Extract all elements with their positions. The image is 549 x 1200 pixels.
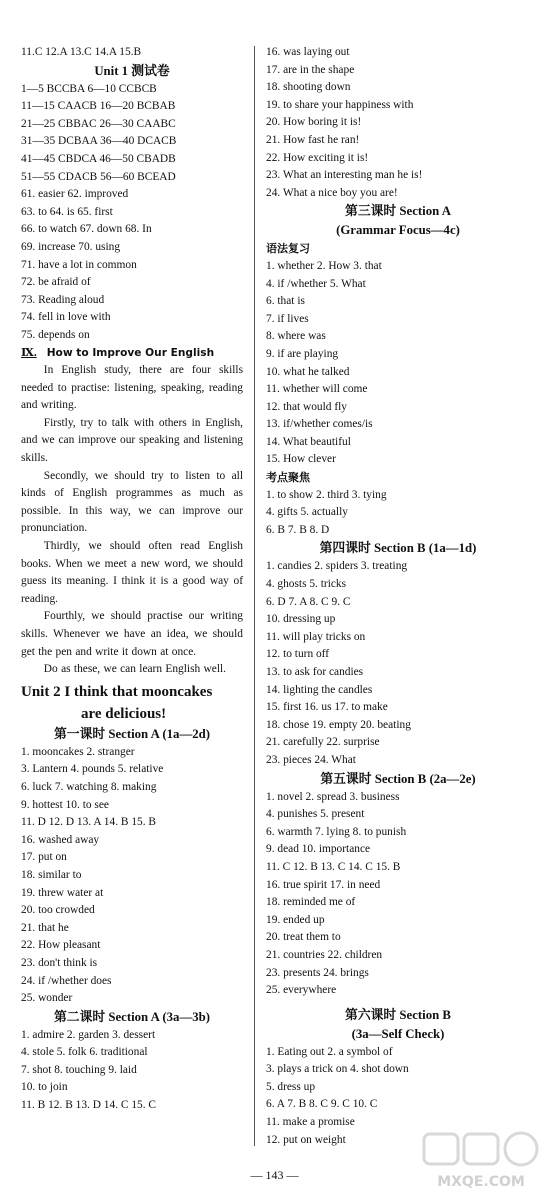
answer-line: 4. ghosts 5. tricks (266, 578, 347, 591)
continued-answers (266, 44, 530, 202)
answer-line: 1. novel 2. spread 3. business (266, 790, 400, 803)
right-column (266, 44, 530, 1149)
answer-line: 21. countries 22. children (266, 948, 383, 961)
lesson6-subtitle: (3a—Self Check) (351, 1026, 445, 1041)
answer-line: 4. if /whether 5. What (266, 277, 366, 290)
answer-line: 25. everywhere (266, 984, 337, 997)
answer-line: 14. What beautiful (266, 435, 351, 448)
answer-line: 20. treat them to (266, 931, 341, 944)
answer-line: 1. admire 2. garden 3. dessert (21, 1028, 156, 1041)
lesson3-subtitle: (Grammar Focus—4c) (336, 223, 460, 238)
lesson4-answers (266, 558, 530, 769)
answer-line: 1. mooncakes 2. stranger (21, 745, 135, 758)
answer-line: 13. if/whether comes/is (266, 418, 373, 431)
answer-line: 51—55 CDACB 56—60 BCEAD (21, 170, 176, 183)
essay-paragraph: Firstly, try to talk with others in English, and we can improve our speaking and listening skills. (21, 416, 243, 465)
answer-line: 16. was laying out (266, 46, 350, 58)
answer-line: 3. plays a trick on 4. shot down (266, 1063, 409, 1076)
answer-line: 11. will play tricks on (266, 630, 366, 643)
answer-line: 12. to turn off (266, 648, 330, 661)
answer-line: 18. shooting down (266, 81, 351, 94)
answer-line: 14. lighting the candles (266, 683, 373, 696)
answer-line: 4. gifts 5. actually (266, 506, 348, 519)
answer-line: 75. depends on (21, 328, 90, 341)
answer-line: 66. to watch 67. down 68. In (21, 223, 152, 236)
answer-line: 5. dress up (266, 1080, 316, 1093)
answer-line: 18. chose 19. empty 20. beating (266, 718, 411, 731)
answer-line: 41—45 CBDCA 46—50 CBADB (21, 152, 176, 165)
answer-line: 19. to share your happiness with (266, 98, 414, 111)
answer-line: 10. to join (21, 1081, 68, 1094)
watermark-logo (418, 1128, 544, 1192)
page-number: — 143 — (250, 1168, 299, 1182)
answer-line: 1. candies 2. spiders 3. treating (266, 560, 408, 573)
answer-line: 7. shot 8. touching 9. laid (21, 1063, 137, 1076)
answer-line: 74. fell in love with (21, 311, 111, 324)
answer-line: 6. warmth 7. lying 8. to punish (266, 825, 407, 838)
unit2-title-cont: are delicious! (81, 705, 167, 722)
answer-line: 20. too crowded (21, 904, 95, 917)
answer-line: 31—35 DCBAA 36—40 DCACB (21, 135, 177, 148)
answer-line: 11—15 CAACB 16—20 BCBAB (21, 100, 176, 113)
answer-line: 1—5 BCCBA 6—10 CCBCB (21, 82, 157, 95)
svg-text:MXQE.COM: MXQE.COM (437, 1174, 525, 1190)
essay-paragraph: Thirdly, we should often read English books. When we meet a new word, we should guess its meaning. I think it is a good way of reading. (21, 540, 243, 605)
answer-line: 23. pieces 24. What (266, 753, 356, 766)
answer-line: 17. are in the shape (266, 63, 355, 76)
lesson2-answers (21, 1027, 243, 1115)
column-divider (254, 46, 255, 1146)
answer-line: 18. similar to (21, 868, 82, 881)
answer-line: 7. if lives (266, 312, 309, 325)
lesson3-title: 第三课时 Section A (345, 204, 451, 219)
answer-line: 19. ended up (266, 913, 325, 926)
answer-line: 15. first 16. us 17. to make (266, 701, 388, 714)
essay-heading (21, 345, 243, 363)
essay-title: How to Improve Our English (46, 346, 215, 359)
answer-line: 23. presents 24. brings (266, 966, 369, 979)
answer-line: 18. reminded me of (266, 896, 356, 909)
focus-label: 考点聚焦 (266, 471, 310, 485)
focus-answers (266, 487, 530, 540)
answer-line: 69. increase 70. using (21, 240, 121, 253)
answer-line: 72. be afraid of (21, 276, 91, 289)
answer-line: 10. what he talked (266, 365, 350, 378)
lesson5-title: 第五课时 Section B (2a—2e) (320, 771, 476, 786)
answer-line: 3. Lantern 4. pounds 5. relative (21, 763, 164, 776)
answer-line: 23. don't think is (21, 956, 98, 969)
answer-line: 21. How fast he ran! (266, 133, 360, 146)
lesson1-title: 第一课时 Section A (1a—2d) (53, 726, 211, 741)
answer-line: 9. if are playing (266, 347, 339, 360)
answer-line: 22. How exciting it is! (266, 151, 369, 164)
lesson2-title: 第二课时 Section A (3a—3b) (53, 1009, 211, 1024)
answer-line: 9. dead 10. importance (266, 843, 371, 856)
answer-line: 6. A 7. B 8. C 9. C 10. C (266, 1098, 378, 1111)
answer-line: 20. How boring it is! (266, 116, 362, 129)
essay-body (21, 362, 243, 679)
essay-paragraph: Fourthly, we should practise our writing skills. Whenever we have an idea, we should get the pen and write it down at once. (21, 610, 243, 658)
lesson4-title: 第四课时 Section B (1a—1d) (319, 541, 477, 556)
answer-line: 11. D 12. D 13. A 14. B 15. B (21, 816, 157, 829)
answer-line: 21. carefully 22. surprise (266, 736, 380, 749)
answer-line: 6. luck 7. watching 8. making (21, 780, 157, 793)
answer-line: 6. that is (266, 295, 305, 308)
answer-line: 1. whether 2. How 3. that (266, 259, 382, 272)
grammar-label: 语法复习 (266, 242, 310, 256)
answer-line: 16. washed away (21, 833, 100, 846)
answer-line: 4. stole 5. folk 6. traditional (21, 1046, 148, 1059)
answer-line: 61. easier 62. improved (21, 188, 129, 201)
answer-line: 19. threw water at (21, 886, 104, 899)
answer-line: 11. whether will come (266, 383, 368, 396)
answer-line: 1. Eating out 2. a symbol of (266, 1045, 393, 1058)
answer-line: 17. put on (21, 851, 67, 864)
answer-line: 12. that would fly (266, 400, 347, 413)
answer-line: 23. What an interesting man he is! (266, 169, 423, 182)
answer-line: 73. Reading aloud (21, 293, 105, 306)
lesson5-answers (266, 789, 530, 1000)
answer-line: 24. if /whether does (21, 974, 112, 987)
answer-line: 6. D 7. A 8. C 9. C (266, 595, 351, 608)
answer-line: 8. where was (266, 330, 326, 343)
answer-line: 1. to show 2. third 3. tying (266, 488, 387, 501)
lesson1-answers (21, 744, 243, 1008)
answer-line: 4. punishes 5. present (266, 808, 365, 821)
answer-line: 11.C 12.A 13.C 14.A 15.B (21, 46, 142, 58)
unit1-answers (21, 81, 243, 345)
answer-line: 11. B 12. B 13. D 14. C 15. C (21, 1099, 157, 1112)
answer-line: 15. How clever (266, 453, 336, 466)
answer-line: 11. C 12. B 13. C 14. C 15. B (266, 860, 401, 873)
answer-line: 6. B 7. B 8. D (266, 523, 330, 536)
answer-line: 12. put on weight (266, 1133, 346, 1146)
answer-line: 25. wonder (21, 992, 73, 1005)
unit2-title: Unit 2 I think that mooncakes (21, 683, 213, 700)
answer-line: 21—25 CBBAC 26—30 CAABC (21, 117, 176, 130)
answer-line: 63. to 64. is 65. first (21, 205, 113, 218)
answer-line: 24. What a nice boy you are! (266, 186, 398, 199)
essay-paragraph: In English study, there are four skills needed to practise: listening, speaking, reading and writing. (21, 364, 243, 412)
answer-line: 71. have a lot in common (21, 258, 137, 271)
essay-paragraph: Secondly, we should try to listen to all kinds of English programmes as much as possible. In this way, we can improve our pronunciation. (21, 469, 243, 535)
left-column (21, 44, 243, 1115)
grammar-answers (266, 258, 530, 469)
answer-line: 9. hottest 10. to see (21, 798, 109, 811)
essay-section-number: Ⅸ. (21, 346, 37, 359)
answer-line: 22. How pleasant (21, 939, 101, 952)
unit1-title: Unit 1 测试卷 (94, 63, 170, 78)
essay-paragraph: Do as these, we can learn English well. (43, 663, 227, 676)
lesson6-title: 第六课时 Section B (345, 1007, 451, 1022)
answer-line: 10. dressing up (266, 613, 336, 626)
answer-line: 21. that he (21, 921, 69, 934)
answer-line: 13. to ask for candies (266, 666, 364, 678)
answer-line: 16. true spirit 17. in need (266, 878, 381, 891)
answer-line: 11. make a promise (266, 1116, 355, 1129)
